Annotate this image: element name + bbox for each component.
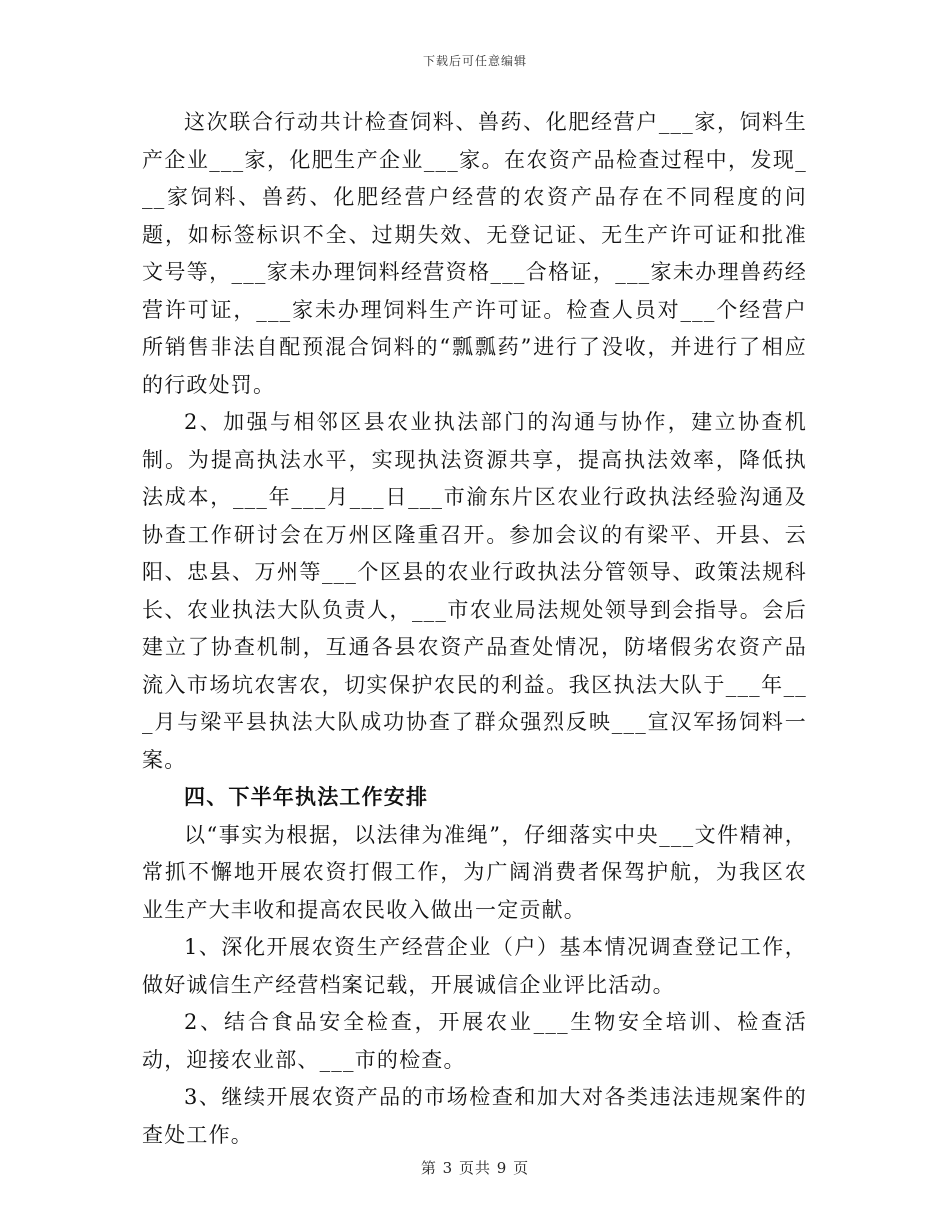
paragraph-cooperation-mechanism: 2、加强与相邻区县农业执法部门的沟通与协作，建立协查机制。为提高执法水平，实现执法资源共享，提高执法效率，降低执法成本，___年___月___日___市渝东片区农业行政执法经验沟通及协查工作研讨会在万州区隆重召开。参加会议的有梁平、开县、云阳、忠县、万州等___个区县的农业行政执法分管领导、政策法规科长、农业执法大队负责人，___市农业局法规处领导到会指导。会后建立了协查机制，互通各县农资产品查处情况，防堵假劣农资产品流入市场坑农害农，切实保护农民的利益。我区执法大队于___年___月与梁平县执法大队成功协查了群众强烈反映___宣汉军扬饲料一案。 bbox=[142, 410, 807, 772]
paragraph-plan-item-3: 3、继续开展农资产品的市场检查和加大对各类违法违规案件的查处工作。 bbox=[142, 1085, 807, 1147]
paragraph-plan-item-1: 1、深化开展农资生产经营企业（户）基本情况调查登记工作，做好诚信生产经营档案记载，开展诚信企业评比活动。 bbox=[142, 935, 807, 997]
header-note: 下载后可任意编辑 bbox=[422, 54, 527, 68]
paragraph-plan-item-2: 2、结合食品安全检查，开展农业___生物安全培训、检查活动，迎接农业部、___市的检查。 bbox=[142, 1010, 807, 1072]
document-body bbox=[142, 104, 807, 1154]
section-heading: 四、下半年执法工作安排 bbox=[184, 785, 429, 809]
paragraph-inspection-summary: 这次联合行动共计检查饲料、兽药、化肥经营户___家，饲料生产企业___家，化肥生产企业___家。在农资产品检查过程中，发现___家饲料、兽药、化肥经营户经营的农资产品存在不同程度的问题，如标签标识不全、过期失效、无登记证、无生产许可证和批准文号等，___家未办理饲料经营资格___合格证，___家未办理兽药经营许可证，___家未办理饲料生产许可证。检查人员对___个经营户所销售非法自配预混合饲料的“瓢瓢药”进行了没收，并进行了相应的行政处罚。 bbox=[142, 110, 807, 397]
page-number: 第 3 页共 9 页 bbox=[420, 1159, 530, 1177]
paragraph-plan-intro: 以“事实为根据，以法律为准绳”，仔细落实中央___文件精神，常抓不懈地开展农资打假工作，为广阔消费者保驾护航，为我区农业生产大丰收和提高农民收入做出一定贡献。 bbox=[142, 822, 807, 922]
